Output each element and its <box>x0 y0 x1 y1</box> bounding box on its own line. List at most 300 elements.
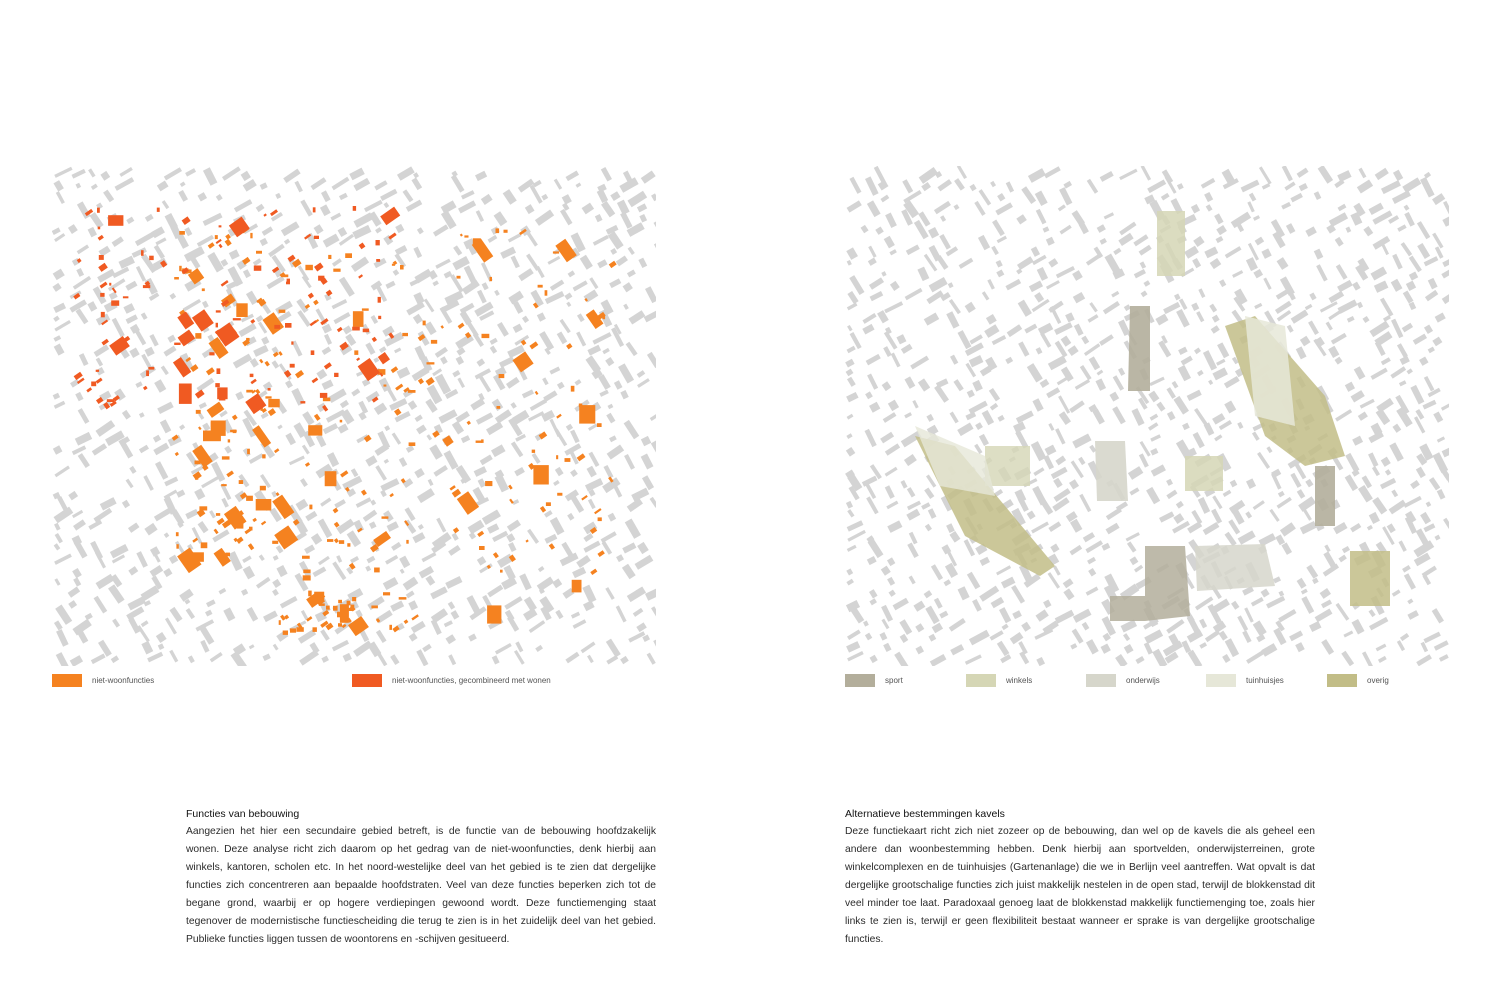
niet-woonfunctie <box>449 485 455 491</box>
building <box>1392 589 1401 596</box>
building <box>299 649 319 665</box>
building <box>445 634 456 644</box>
niet-woonfunctie <box>476 441 482 443</box>
building <box>1305 479 1313 488</box>
building <box>865 176 879 195</box>
niet-woonfunctie <box>290 628 296 632</box>
building <box>1238 530 1256 544</box>
building <box>571 612 580 619</box>
building <box>847 346 856 354</box>
building <box>1140 261 1147 268</box>
building <box>1112 406 1126 424</box>
building <box>883 412 897 423</box>
building <box>1059 411 1071 425</box>
building <box>249 644 255 649</box>
building <box>440 356 448 364</box>
building <box>1201 178 1216 189</box>
building <box>1040 332 1051 347</box>
building <box>1443 201 1449 217</box>
building <box>324 334 332 345</box>
building <box>620 656 629 664</box>
building <box>1177 183 1184 190</box>
gecombineerd-met-wonen <box>98 227 101 230</box>
building <box>1203 522 1220 535</box>
building <box>76 183 82 189</box>
building <box>1335 409 1352 421</box>
niet-woonfuncties-layer <box>172 228 617 637</box>
building <box>1208 380 1213 385</box>
building <box>925 606 939 624</box>
building <box>1144 629 1163 644</box>
building <box>992 220 1005 237</box>
building <box>75 392 83 401</box>
building <box>1331 333 1347 345</box>
building <box>452 421 464 435</box>
gecombineerd-met-wonen <box>310 320 317 326</box>
legend-swatch <box>845 674 875 687</box>
legend-label: winkels <box>1006 676 1033 685</box>
building <box>322 347 332 356</box>
building <box>1429 477 1440 490</box>
building <box>300 199 312 216</box>
legend-label: niet-woonfuncties, gecombineerd met wonen <box>392 676 551 685</box>
building <box>1316 264 1328 281</box>
building <box>885 443 900 455</box>
niet-woonfunctie <box>247 449 250 455</box>
building <box>1314 191 1322 200</box>
building <box>1273 576 1281 583</box>
building <box>544 510 553 518</box>
building <box>883 346 892 357</box>
building <box>1187 650 1202 666</box>
building <box>419 566 434 579</box>
niet-woonfunctie <box>482 334 490 338</box>
building <box>163 568 172 577</box>
building <box>403 189 414 202</box>
niet-woonfunctie <box>214 548 231 567</box>
niet-woonfunctie <box>411 614 419 620</box>
building <box>267 276 285 289</box>
building <box>135 232 154 246</box>
building <box>53 303 66 313</box>
building <box>1139 245 1152 256</box>
niet-woonfunctie <box>211 421 226 436</box>
building <box>469 532 476 540</box>
niet-woonfunctie <box>313 300 319 306</box>
niet-woonfunctie <box>594 508 601 514</box>
building <box>1298 496 1316 512</box>
building <box>1338 204 1347 211</box>
building <box>1372 497 1387 514</box>
building <box>343 325 352 334</box>
building <box>635 555 654 570</box>
building <box>1314 249 1324 260</box>
building <box>610 191 620 201</box>
building <box>72 445 86 455</box>
niet-woonfunctie <box>313 627 317 632</box>
niet-woonfunctie <box>452 489 461 498</box>
building <box>1367 525 1373 531</box>
building <box>1016 214 1027 224</box>
building <box>1146 487 1160 504</box>
building <box>1276 290 1288 300</box>
building <box>639 214 647 223</box>
building <box>1147 179 1166 193</box>
building <box>320 204 331 216</box>
niet-woonfunctie <box>216 513 220 516</box>
building <box>490 338 498 345</box>
niet-woonfunctie <box>325 471 337 486</box>
building <box>68 491 78 500</box>
building <box>1214 213 1223 224</box>
niet-woonfunctie <box>221 484 227 486</box>
gecombineerd-met-wonen <box>285 323 292 328</box>
building <box>385 385 397 402</box>
building <box>1391 319 1403 339</box>
building <box>1155 314 1168 326</box>
building <box>383 577 399 590</box>
building <box>637 370 646 378</box>
building <box>1255 237 1265 246</box>
building <box>865 483 876 499</box>
building <box>1015 430 1028 448</box>
kavel-zone <box>1145 546 1190 621</box>
gecombineerd-met-wonen <box>218 244 222 248</box>
building <box>965 302 976 313</box>
building <box>304 545 315 555</box>
building <box>79 353 89 366</box>
building <box>504 596 522 610</box>
section-body: Aangezien het hier een secundaire gebied betreft, is de functie van de bebouwing hoofdzakelijk wonen. Deze analyse richt zich daarom op het gedrag van de niet-woonfuncties, denk hierbij aan winkels, kantoren, scholen etc. In het noord-westelijke deel van het gebied is te zien dat dergelijke functies zich concentreren aan bepaalde hoofdstraten. Veel van deze functies beperken zich tot de begane grond, waarbij er op hogere verdiepingen gewoond wordt. Deze functiemenging staat tegenover de modernistische functiescheiding die terug te zien is in het zuidelijk deel van het gebied. Publieke functies liggen tussen de woontorens en -schijven gesitueerd. <box>186 826 656 945</box>
building <box>883 643 891 652</box>
building <box>535 210 554 226</box>
building <box>514 467 525 476</box>
building <box>618 363 634 383</box>
building <box>869 598 877 605</box>
building <box>1422 574 1431 585</box>
building <box>958 586 970 600</box>
building <box>432 280 438 286</box>
building <box>631 488 649 502</box>
building <box>458 200 476 213</box>
kavel-zone <box>1350 551 1390 606</box>
niet-woonfunctie <box>252 518 257 522</box>
building <box>910 356 929 370</box>
building <box>394 347 401 353</box>
building <box>243 566 255 580</box>
building <box>377 652 388 666</box>
building <box>885 213 897 228</box>
niet-woonfunctie <box>305 265 313 270</box>
building <box>147 652 163 663</box>
building <box>141 641 153 655</box>
building <box>1173 513 1184 524</box>
niet-woonfunctie <box>546 502 551 506</box>
building <box>1193 432 1205 448</box>
niet-woonfunctie <box>333 606 338 611</box>
building <box>334 499 346 508</box>
building <box>54 320 71 332</box>
building <box>555 467 564 476</box>
building <box>653 639 656 657</box>
building <box>68 587 80 598</box>
building <box>608 404 614 409</box>
building <box>1144 642 1153 654</box>
building <box>391 542 401 551</box>
building <box>950 355 958 365</box>
building <box>183 299 201 312</box>
building <box>1092 408 1105 424</box>
building <box>1421 642 1429 653</box>
legend-swatch <box>52 674 82 687</box>
building <box>503 189 517 205</box>
building <box>1338 299 1358 313</box>
building <box>253 258 262 266</box>
building <box>53 180 63 191</box>
building <box>626 342 638 356</box>
building <box>163 346 176 357</box>
building <box>424 298 435 312</box>
building <box>587 655 594 663</box>
building <box>847 303 858 311</box>
building <box>448 601 455 609</box>
building <box>1192 258 1201 268</box>
building <box>917 267 929 282</box>
building <box>1350 523 1361 532</box>
building <box>868 539 884 558</box>
building <box>1045 445 1057 456</box>
gecombineerd-met-wonen <box>195 390 205 399</box>
niet-woonfunctie <box>577 453 586 461</box>
niet-woonfunctie <box>509 499 514 504</box>
building <box>488 235 498 243</box>
niet-woonfunctie <box>497 406 501 409</box>
building <box>1182 423 1190 430</box>
gecombineerd-met-wonen <box>96 370 99 372</box>
building <box>73 276 91 290</box>
building <box>529 620 546 633</box>
building <box>129 348 139 358</box>
building <box>950 644 964 655</box>
building <box>1391 279 1403 292</box>
building <box>1251 597 1264 606</box>
building <box>613 484 622 497</box>
gecombineerd-met-wonen <box>250 319 255 324</box>
building <box>1028 168 1046 183</box>
building <box>429 444 443 459</box>
building <box>53 335 61 342</box>
building <box>623 282 633 292</box>
building <box>100 171 110 181</box>
building <box>654 243 656 261</box>
building <box>934 385 949 403</box>
building <box>562 194 572 205</box>
building <box>263 611 278 623</box>
building <box>126 217 134 225</box>
building <box>406 200 422 212</box>
building <box>1150 448 1158 456</box>
gecombineerd-met-wonen <box>311 350 315 355</box>
building <box>1389 442 1404 461</box>
building <box>1291 310 1309 324</box>
building <box>515 434 526 442</box>
building <box>1033 467 1044 476</box>
building <box>1204 192 1213 202</box>
gecombineerd-met-wonen <box>108 215 123 226</box>
building <box>918 378 930 391</box>
niet-woonfunctie <box>274 448 279 453</box>
building <box>1031 522 1049 534</box>
building <box>431 619 442 635</box>
building <box>542 377 549 385</box>
building <box>1369 203 1384 215</box>
building <box>915 623 924 632</box>
building <box>641 453 654 469</box>
building <box>881 605 893 622</box>
building <box>351 468 359 477</box>
building <box>400 569 405 574</box>
building <box>1068 345 1079 356</box>
building <box>1370 368 1387 380</box>
building <box>1300 336 1311 347</box>
building <box>1403 291 1414 304</box>
building <box>222 166 241 180</box>
building <box>949 299 961 314</box>
building <box>924 488 934 500</box>
building <box>385 281 395 289</box>
building <box>115 177 135 191</box>
building <box>312 566 326 577</box>
building <box>1141 166 1151 181</box>
niet-woonfunctie <box>426 377 435 386</box>
building <box>847 629 861 640</box>
building <box>1129 556 1138 565</box>
building <box>979 434 989 446</box>
building <box>1050 544 1059 553</box>
niet-woonfunctie <box>302 556 310 559</box>
building <box>413 314 423 324</box>
building <box>1278 591 1284 597</box>
gecombineerd-met-wonen <box>378 352 390 364</box>
building <box>103 190 114 203</box>
building <box>68 224 78 234</box>
building <box>637 542 649 554</box>
niet-woonfunctie <box>260 486 266 491</box>
building <box>625 518 641 538</box>
building <box>623 304 629 310</box>
building <box>847 200 862 212</box>
building <box>149 292 160 301</box>
building <box>1345 226 1351 232</box>
building <box>536 266 545 278</box>
building <box>280 596 298 609</box>
building <box>585 478 603 491</box>
gecombineerd-met-wonen <box>250 374 254 377</box>
niet-woonfunctie <box>201 542 208 548</box>
building <box>54 401 66 409</box>
building <box>845 359 854 368</box>
niet-woonfunctie <box>236 303 247 317</box>
building <box>867 556 877 565</box>
building <box>1417 221 1430 239</box>
building <box>847 509 854 517</box>
building <box>560 319 571 333</box>
building <box>1048 521 1061 532</box>
building <box>506 377 520 389</box>
building <box>576 555 591 568</box>
building <box>1069 479 1079 489</box>
building <box>256 204 265 212</box>
building <box>406 302 425 316</box>
building <box>992 335 1007 345</box>
niet-woonfunctie <box>404 619 409 624</box>
building <box>921 182 931 191</box>
building <box>167 335 176 343</box>
building <box>1212 315 1220 323</box>
building <box>975 422 983 430</box>
building <box>78 408 90 424</box>
building <box>514 335 529 346</box>
building <box>340 400 349 408</box>
building <box>868 246 876 258</box>
gecombineerd-met-wonen <box>101 339 108 346</box>
building <box>321 656 329 663</box>
building <box>1420 177 1435 197</box>
building <box>476 412 493 424</box>
building <box>316 434 326 447</box>
building <box>1129 487 1139 495</box>
building <box>158 643 165 650</box>
building <box>1191 204 1200 214</box>
building <box>847 291 858 304</box>
building <box>385 555 398 565</box>
niet-woonfunctie <box>337 612 345 618</box>
building <box>242 555 252 563</box>
building <box>111 655 119 663</box>
building <box>351 388 360 396</box>
building <box>899 619 912 635</box>
building <box>1352 436 1363 446</box>
building <box>1259 166 1272 184</box>
building <box>528 411 544 421</box>
building <box>1392 254 1403 270</box>
building <box>285 433 296 446</box>
niet-woonfunctie <box>202 288 205 291</box>
building <box>608 231 624 249</box>
building <box>1048 423 1054 431</box>
building <box>866 354 881 365</box>
building <box>1088 314 1099 323</box>
building <box>1437 489 1446 500</box>
building <box>332 258 342 266</box>
building <box>52 227 61 235</box>
building <box>149 334 158 347</box>
building <box>1097 370 1104 376</box>
niet-woonfunctie <box>485 481 492 486</box>
building <box>1070 643 1077 649</box>
building <box>996 260 1003 268</box>
gecombineerd-met-wonen <box>388 232 396 239</box>
gecombineerd-met-wonen <box>274 325 280 329</box>
building <box>1087 557 1096 564</box>
building <box>349 168 365 181</box>
building <box>1303 509 1312 521</box>
building <box>1159 511 1174 522</box>
niet-woonfunctie <box>538 285 543 288</box>
niet-woonfunctie <box>479 546 485 550</box>
kavel-zone <box>1315 466 1335 526</box>
building <box>887 577 895 586</box>
